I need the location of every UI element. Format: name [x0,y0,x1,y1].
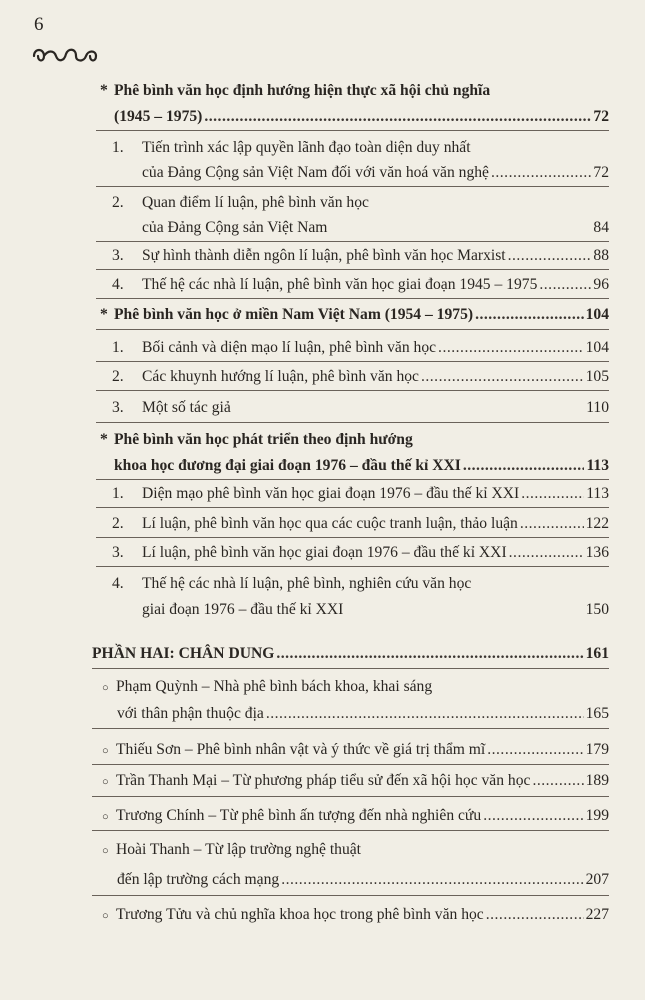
toc-item-entry[interactable]: 3. Một số tác giả 110 [112,399,609,416]
toc-item: 2. Quan điểm lí luận, phê bình văn học [112,194,369,211]
toc-item-entry[interactable]: ○ Thiếu Sơn – Phê bình nhân vật và ý thức về giá trị thẩm mĩ ..... 179 [102,740,609,761]
page-ref: 199 [585,807,609,824]
page-ref: 72 [593,108,609,125]
toc-section-entry[interactable]: (1945 – 1975) ..... 72 [114,107,609,127]
toc-item-entry[interactable]: 1. Bối cảnh và diện mạo lí luận, phê bình văn học ..... 104 [112,338,609,358]
divider [92,728,609,729]
page-ref: 207 [585,871,609,888]
divider [92,895,609,896]
circle-bullet-icon: ○ [102,745,109,757]
toc-item-entry[interactable]: 1. Diện mạo phê bình văn học giai đoạn 1976 – đầu thế kỉ XXI ..... 113 [112,484,609,504]
divider [96,479,609,480]
page-ref: 105 [585,368,609,385]
page-number: 6 [34,14,44,35]
page-ref: 227 [585,906,609,923]
page-ref: 72 [593,164,609,181]
page-ref: 113 [586,485,609,502]
toc-item-entry[interactable]: ○ Trương Tửu và chủ nghĩa khoa học trong phê bình văn học ..... 227 [102,905,609,926]
toc-item-entry[interactable]: của Đảng Cộng sản Việt Nam đối với văn hoá văn nghệ ..... 72 [142,163,609,183]
divider [96,537,609,538]
toc-item-entry[interactable]: 3. Sự hình thành diễn ngôn lí luận, phê bình văn học Marxist ..... 88 [112,246,609,266]
page-ref: 179 [585,741,609,758]
page-ref: 84 [593,219,609,236]
toc-item-entry[interactable]: của Đảng Cộng sản Việt Nam 84 [142,219,609,236]
toc-item-entry[interactable]: ○ Trần Thanh Mại – Từ phương pháp tiểu sử đến xã hội học văn học ..... 189 [102,771,609,792]
circle-bullet-icon: ○ [102,776,109,788]
toc-section-title: * Phê bình văn học phát triển theo định hướng [100,431,413,448]
divider [92,796,609,797]
circle-bullet-icon: ○ [102,682,109,694]
divider [96,130,609,131]
page-ref: 122 [585,515,609,532]
page-ref: 96 [593,276,609,293]
divider [96,298,609,299]
page-ref: 88 [593,247,609,264]
divider [92,668,609,669]
page-ref: 150 [585,601,609,618]
page-ref: 165 [585,705,609,722]
toc-item-entry[interactable]: đến lập trường cách mạng ..... 207 [117,870,609,890]
toc-section-entry[interactable]: * Phê bình văn học ở miền Nam Việt Nam (1954 – 1975) ..... 104 [100,305,609,325]
toc-item-entry[interactable]: 3. Lí luận, phê bình văn học giai đoạn 1976 – đầu thế kỉ XXI ..... 136 [112,543,609,563]
page-ref: 104 [585,339,609,356]
toc-item-entry[interactable]: 2. Các khuynh hướng lí luận, phê bình văn học ..... 105 [112,367,609,387]
page-ref: 161 [585,645,609,662]
circle-bullet-icon: ○ [102,811,109,823]
toc-item: 4. Thế hệ các nhà lí luận, phê bình, nghiên cứu văn học [112,575,472,592]
toc-item-entry[interactable]: 2. Lí luận, phê bình văn học qua các cuộc tranh luận, thảo luận ..... 122 [112,514,609,534]
divider [96,269,609,270]
divider [96,422,609,423]
toc-section-entry[interactable]: khoa học đương đại giai đoạn 1976 – đầu thế kỉ XXI ..... 113 [114,456,609,476]
divider [96,329,609,330]
divider [96,241,609,242]
toc-item-entry[interactable]: giai đoạn 1976 – đầu thế kỉ XXI 150 [142,601,609,618]
toc-item-entry[interactable]: 4. Thế hệ các nhà lí luận, phê bình văn học giai đoạn 1945 – 1975 ..... 96 [112,275,609,295]
divider [96,390,609,391]
page-ref: 104 [585,306,609,323]
divider [92,764,609,765]
toc-item-entry[interactable]: ○ Trương Chính – Từ phê bình ấn tượng đến nhà nghiên cứu ..... 199 [102,806,609,827]
toc-item: ○ Phạm Quỳnh – Nhà phê bình bách khoa, khai sáng [102,677,432,698]
divider [96,361,609,362]
divider [96,566,609,567]
page-ref: 110 [586,399,609,416]
page-ref: 113 [586,457,609,474]
part-two-heading[interactable]: PHẦN HAI: CHÂN DUNG ..... 161 [92,644,609,664]
divider [96,507,609,508]
toc-item-entry[interactable]: với thân phận thuộc địa ..... 165 [117,704,609,724]
divider [92,830,609,831]
page-ref: 189 [585,772,609,789]
circle-bullet-icon: ○ [102,845,109,857]
circle-bullet-icon: ○ [102,910,109,922]
toc-item: 1. Tiến trình xác lập quyền lãnh đạo toàn diện duy nhất [112,139,471,156]
divider [96,186,609,187]
toc-item: ○ Hoài Thanh – Từ lập trường nghệ thuật [102,840,361,861]
page-ref: 136 [585,544,609,561]
toc-section-title: * Phê bình văn học định hướng hiện thực xã hội chủ nghĩa [100,82,491,99]
